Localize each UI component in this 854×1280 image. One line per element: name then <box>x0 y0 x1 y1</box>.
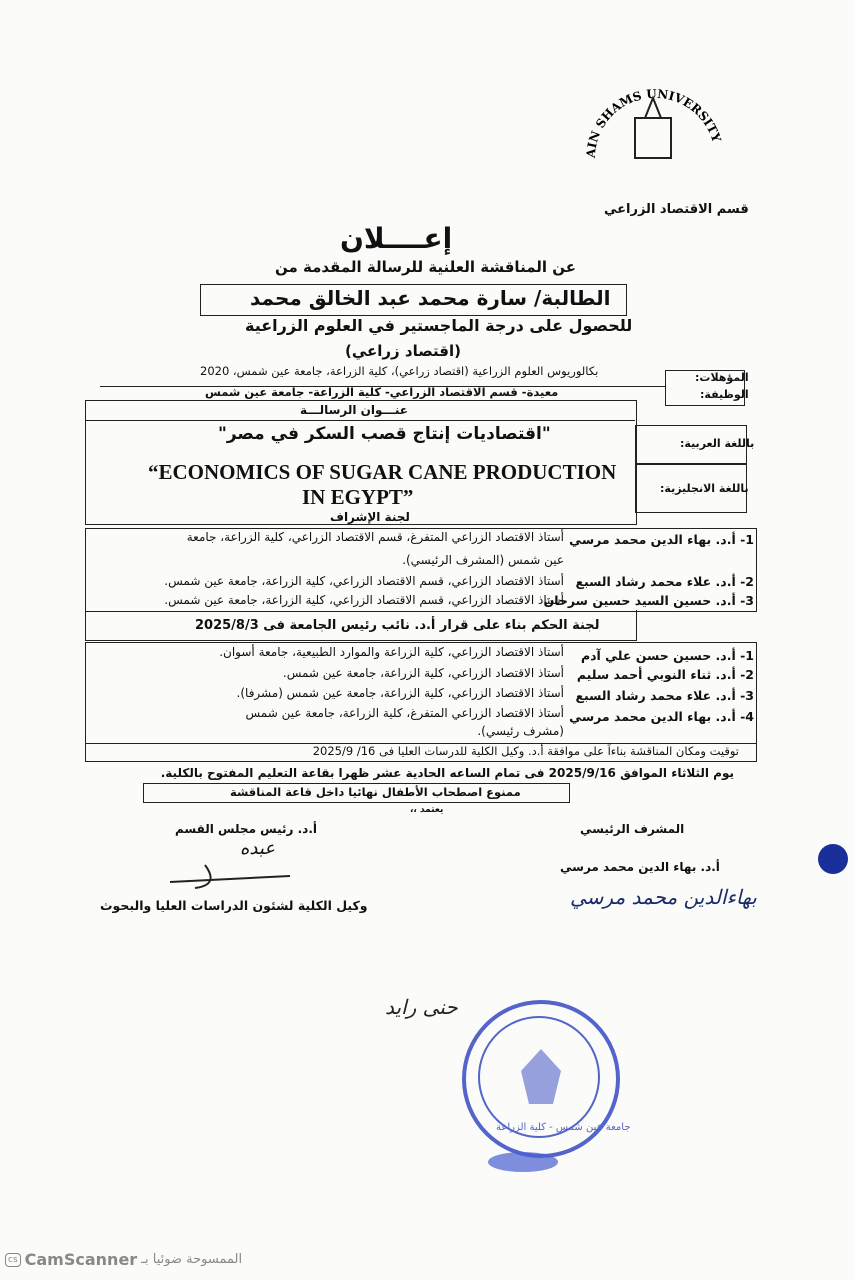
supervisor-3-desc: أستاذ الاقتصاد الزراعي، قسم الاقتصاد الزراعي، كلية الزراعة، جامعة عين شمس. <box>164 593 564 607</box>
stamp-text: جامعة عين شمس - كلية الزراعة <box>496 1122 631 1133</box>
supervisor-2-desc: أستاذ الاقتصاد الزراعي، قسم الاقتصاد الزراعي، كلية الزراعة، جامعة عين شمس. <box>164 574 564 588</box>
judging-heading: لجنة الحكم بناء على قرار أ.د. نائب رئيس الجامعة فى 2025/8/3 <box>195 618 600 633</box>
supervisor-title: المشرف الرئيسي <box>580 822 685 836</box>
job-label: الوظيفة: <box>700 388 749 401</box>
arabic-title: "اقتصاديات إنتاج قصب السكر في مصر" <box>218 424 551 444</box>
head-signature: عبده <box>240 838 276 859</box>
arabic-title-label: باللغة العربية: <box>680 437 755 450</box>
english-title-label: باللغة الانجليزية: <box>660 482 749 495</box>
qualifications-label: المؤهلات: <box>695 371 749 384</box>
camscanner-watermark <box>5 1250 242 1269</box>
judge-2: 2- أ.د. ثناء النوبي أحمد سليم <box>576 667 754 682</box>
degree-line: للحصول على درجة الماجستير في العلوم الزراعية <box>245 316 633 335</box>
supervisor-1-desc: أستاذ الاقتصاد الزراعي المتفرغ، قسم الاقتصاد الزراعي، كلية الزراعة، جامعة <box>186 530 564 544</box>
supervisor-name: أ.د. بهاء الدين محمد مرسي <box>560 860 720 874</box>
notice: ممنوع اصطحاب الأطفال نهائيا داخل قاعة المناقشة <box>230 785 521 799</box>
head-signature-stroke <box>165 860 295 890</box>
timing-line: توقيت ومكان المناقشة بناءاً على موافقة أ.د. وكيل الكلية للدرسات العليا فى 16/ 2025/9 <box>312 744 739 758</box>
judge-4-desc2: (مشرف رئيسي). <box>477 724 564 738</box>
judge-4: 4- أ.د. بهاء الدين محمد مرسي <box>569 709 754 724</box>
judge-2-desc: أستاذ الاقتصاد الزراعي، كلية الزراعة، جامعة عين شمس. <box>282 666 564 680</box>
camscanner-icon: cs <box>5 1253 21 1267</box>
announcement-title: إعــــلان <box>340 222 453 255</box>
intro-line: عن المناقشة العلنية للرسالة المقدمة من <box>275 258 576 276</box>
supervisor-3: 3- أ.د. حسين السيد حسين سرحان <box>543 593 754 608</box>
specialization: (اقتصاد زراعي) <box>345 342 461 360</box>
stamp-smudge <box>488 1152 558 1172</box>
supervision-heading: لجنة الإشراف <box>330 510 410 524</box>
date-line: يوم الثلاثاء الموافق 2025/9/16 فى تمام الساعه الحادية عشر ظهرا بقاعة التعليم المفتوح بالكلية. <box>160 766 734 780</box>
approved-label: يعتمد ،، <box>410 805 444 815</box>
supervisor-1-desc2: عين شمس (المشرف الرئيسي). <box>402 553 564 567</box>
english-title-line1: “ECONOMICS OF SUGAR CANE PRODUCTION <box>148 460 617 484</box>
supervisor-1: 1- أ.د. بهاء الدين محمد مرسي <box>569 532 754 547</box>
english-title-line2: IN EGYPT” <box>302 485 414 509</box>
judge-3-desc: أستاذ الاقتصاد الزراعي، كلية الزراعة، جامعة عين شمس (مشرفا). <box>236 686 564 700</box>
department-head-title: أ.د. رئيس مجلس القسم <box>175 822 318 836</box>
judge-1-desc: أستاذ الاقتصاد الزراعي، كلية الزراعة والموارد الطبيعية، جامعة أسوان. <box>219 645 564 659</box>
student-name: الطالبة/ سارة محمد عبد الخالق محمد <box>250 286 611 310</box>
judge-3: 3- أ.د. علاء محمد رشاد السبع <box>575 688 754 703</box>
qualifications-value: بكالوريوس العلوم الزراعية (اقتصاد زراعي)، كلية الزراعة، جامعة عين شمس، 2020 <box>200 364 599 378</box>
university-logo <box>575 78 735 208</box>
judge-4-desc: أستاذ الاقتصاد الزراعي المتفرغ، كلية الزراعة، جامعة عين شمس <box>245 706 564 720</box>
judge-1: 1- أ.د. حسين حسن علي آدم <box>580 648 754 663</box>
watermark-arabic: الممسوحة ضوئيا بـ <box>141 1252 243 1267</box>
handwritten-note: حنى رايد <box>385 995 458 1019</box>
job-value: معيدة- قسم الاقتصاد الزراعي- كلية الزراعة- جامعة عين شمس <box>205 385 559 399</box>
svg-text:AIN SHAMS UNIVERSITY: AIN SHAMS UNIVERSITY <box>583 86 724 159</box>
thesis-heading: عنـــوان الرسالـــة <box>300 403 408 417</box>
supervisor-2: 2- أ.د. علاء محمد رشاد السبع <box>575 574 754 589</box>
blue-dot <box>818 844 848 874</box>
supervisor-signature: بهاءالدين محمد مرسي <box>570 885 757 909</box>
vice-dean-title: وكيل الكلية لشئون الدراسات العليا والبحوث <box>100 898 368 913</box>
watermark-text: CamScanner <box>24 1250 138 1269</box>
faculty-stamp <box>462 1000 631 1158</box>
department-name: قسم الاقتصاد الزراعي <box>604 202 749 217</box>
